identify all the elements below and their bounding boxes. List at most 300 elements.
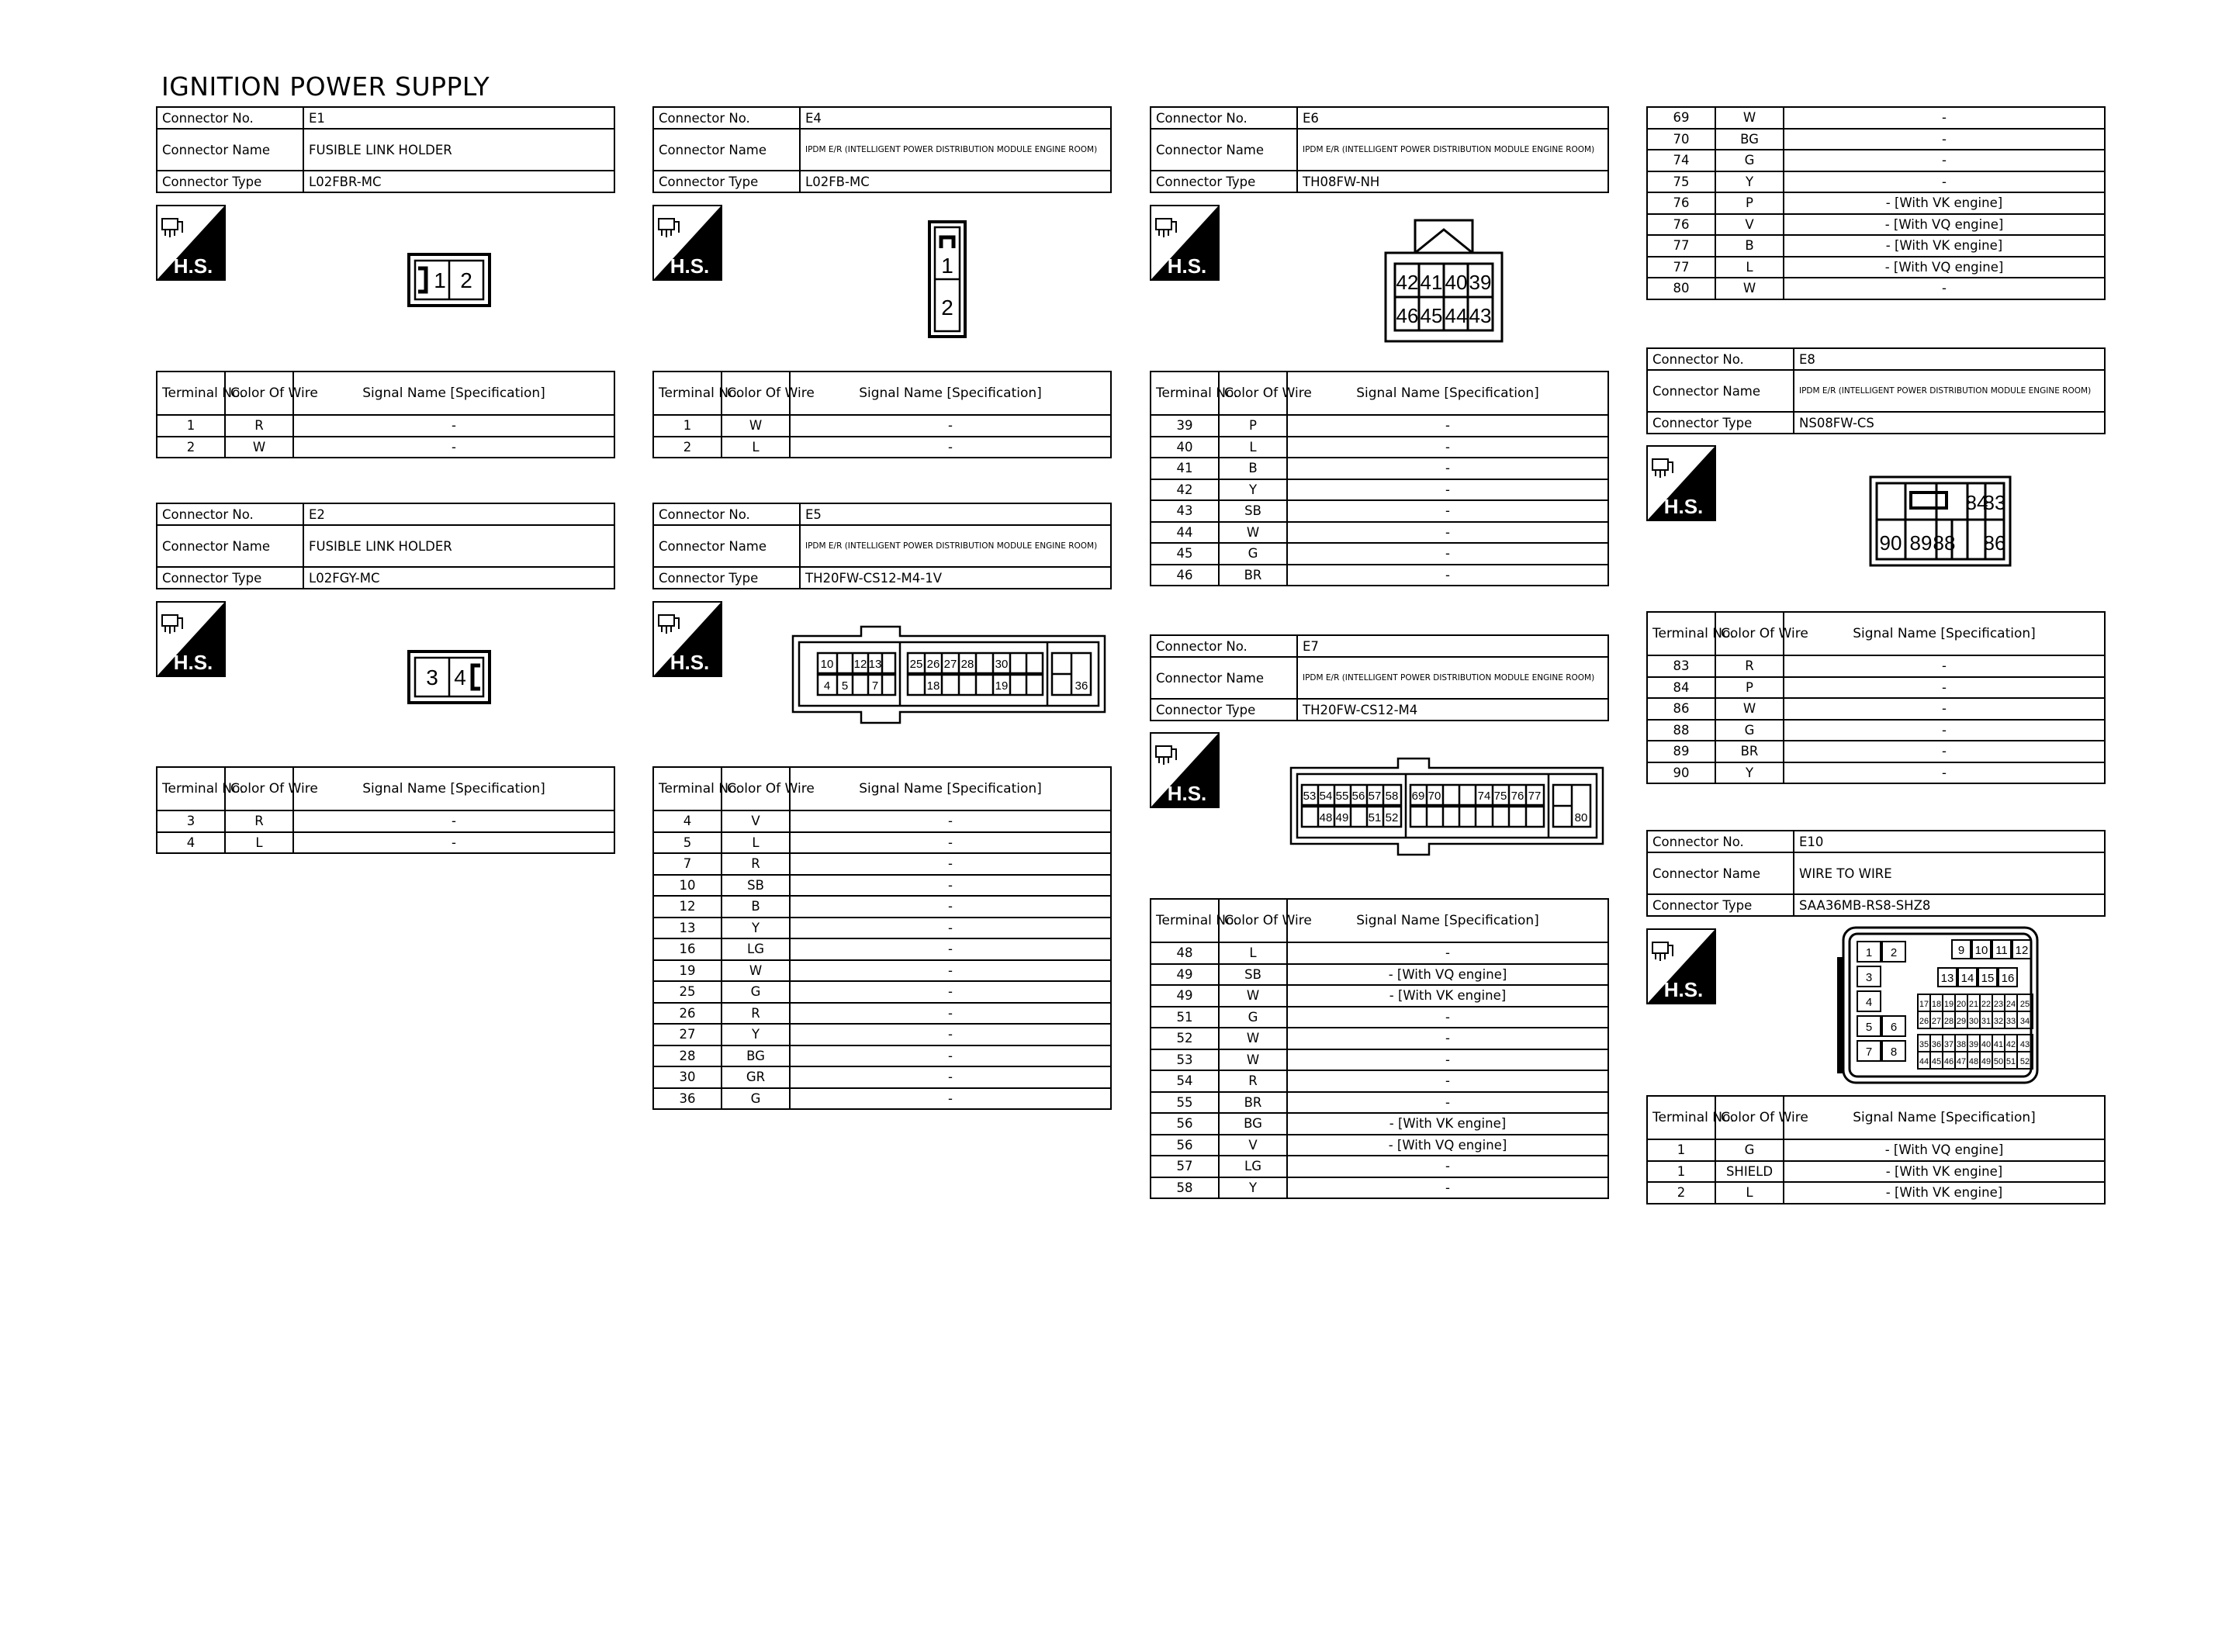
table-row bbox=[1647, 235, 2105, 257]
table-cell: GR bbox=[722, 1066, 790, 1088]
table-cell: R bbox=[1219, 1070, 1287, 1092]
connector-name-label: Connector Name bbox=[1647, 370, 1794, 412]
table-row bbox=[1647, 257, 2105, 278]
connector-name-label: Connector Name bbox=[1647, 852, 1794, 894]
harness-side-icon bbox=[157, 206, 224, 279]
pin-label: 74 bbox=[1477, 790, 1491, 803]
table-row bbox=[653, 875, 1111, 897]
table-cell: 30 bbox=[653, 1066, 722, 1088]
table-cell: L bbox=[722, 437, 790, 458]
connector-no-value: E8 bbox=[1794, 348, 2105, 370]
pin-label: 38 bbox=[1956, 1040, 1967, 1049]
signal-name-header: Signal Name [Specification] bbox=[293, 372, 614, 415]
table-row bbox=[1647, 150, 2105, 171]
pin-label: 49 bbox=[1981, 1057, 1992, 1066]
pin-label: 31 bbox=[1981, 1017, 1992, 1026]
table-row bbox=[653, 1066, 1111, 1088]
table-row bbox=[653, 938, 1111, 960]
connector-type-value: TH20FW-CS12-M4-1V bbox=[800, 567, 1111, 589]
table-cell: 1 bbox=[1647, 1161, 1715, 1183]
pin-label: 36 bbox=[1931, 1040, 1942, 1049]
pin-label: 22 bbox=[1981, 1000, 1992, 1009]
table-cell: 77 bbox=[1647, 257, 1715, 278]
table-cell: Y bbox=[1715, 762, 1784, 784]
table-row bbox=[1151, 1177, 1608, 1199]
table-cell: - bbox=[1784, 655, 2105, 677]
pin-label: 9 bbox=[1957, 944, 1965, 957]
connector-e8-diagram bbox=[1869, 475, 2012, 567]
pin-label: 2 bbox=[460, 268, 472, 292]
pin-label: 54 bbox=[1319, 790, 1333, 803]
table-cell: - bbox=[790, 981, 1111, 1003]
table-cell: BR bbox=[1219, 1092, 1287, 1114]
table-cell: - bbox=[790, 437, 1111, 458]
table-row bbox=[1151, 1070, 1608, 1092]
table-row bbox=[1647, 1139, 2105, 1161]
pin-label: 37 bbox=[1943, 1040, 1954, 1049]
pin-label: 52 bbox=[1385, 811, 1399, 824]
table-row bbox=[1647, 278, 2105, 299]
table-cell: - bbox=[790, 832, 1111, 854]
pin-label: 58 bbox=[1385, 790, 1399, 803]
pin-label: 43 bbox=[1469, 304, 1492, 327]
connector-type-label: Connector Type bbox=[653, 567, 800, 589]
connector-e7-diagram bbox=[1289, 757, 1604, 856]
harness-side-icon bbox=[1151, 206, 1218, 279]
table-row bbox=[157, 832, 614, 854]
connector-no-value: E6 bbox=[1297, 107, 1608, 129]
connector-type-value: L02FGY-MC bbox=[303, 567, 614, 589]
hs-icon bbox=[1150, 732, 1220, 808]
table-cell: W bbox=[1715, 107, 1784, 129]
hs-icon bbox=[1150, 205, 1220, 281]
table-cell: - bbox=[1287, 500, 1608, 522]
connector-e2-info bbox=[156, 503, 615, 589]
table-cell: 49 bbox=[1151, 964, 1219, 986]
pin-label: 6 bbox=[1890, 1021, 1898, 1034]
connector-e4-diagram bbox=[928, 220, 968, 340]
connector-e6-diagram bbox=[1384, 217, 1505, 344]
table-cell: 69 bbox=[1647, 107, 1715, 129]
table-cell: - bbox=[1287, 942, 1608, 964]
pin-label: 45 bbox=[1931, 1057, 1942, 1066]
table-row bbox=[653, 918, 1111, 939]
table-cell: P bbox=[1715, 677, 1784, 699]
connector-no-value: E5 bbox=[800, 503, 1111, 525]
pin-label: 86 bbox=[1983, 531, 2006, 555]
table-cell: 28 bbox=[653, 1045, 722, 1067]
pin-label: 34 bbox=[2019, 1017, 2030, 1026]
table-cell: 2 bbox=[157, 437, 225, 458]
connector-e6-info bbox=[1150, 106, 1609, 193]
table-cell: - bbox=[1784, 698, 2105, 720]
pin-label: 12 bbox=[853, 658, 867, 671]
table-cell: V bbox=[1715, 214, 1784, 236]
table-cell: - bbox=[293, 832, 614, 854]
connector-e5-diagram bbox=[791, 625, 1106, 724]
pin-label: 50 bbox=[1993, 1057, 2004, 1066]
table-cell: - bbox=[790, 1003, 1111, 1025]
pin-label: 11 bbox=[1995, 944, 2008, 957]
pin-label: 57 bbox=[1368, 790, 1382, 803]
table-cell: R bbox=[722, 853, 790, 875]
table-cell: - bbox=[1287, 543, 1608, 565]
table-row bbox=[1151, 942, 1608, 964]
terminal-no-header: Terminal No. bbox=[1647, 612, 1715, 655]
color-of-wire-header: Color Of Wire bbox=[225, 372, 293, 415]
pin-label: 3 bbox=[1865, 971, 1873, 984]
signal-name-header: Signal Name [Specification] bbox=[293, 767, 614, 810]
connector-name-value: IPDM E/R (INTELLIGENT POWER DISTRIBUTION MODULE ENGINE ROOM) bbox=[800, 129, 1111, 171]
table-row bbox=[1647, 129, 2105, 150]
table-cell: B bbox=[722, 896, 790, 918]
table-cell: V bbox=[722, 810, 790, 832]
pin-label: 52 bbox=[2019, 1057, 2030, 1066]
table-cell: SB bbox=[1219, 500, 1287, 522]
pin-label: 77 bbox=[1528, 790, 1542, 803]
table-cell: - bbox=[1784, 107, 2105, 129]
connector-e10-diagram bbox=[1837, 926, 2040, 1084]
connector-type-label: Connector Type bbox=[157, 171, 303, 192]
hs-icon bbox=[652, 205, 722, 281]
pin-label: 49 bbox=[1335, 811, 1349, 824]
color-of-wire-header: Color Of Wire bbox=[1219, 899, 1287, 942]
table-cell: G bbox=[1219, 1007, 1287, 1028]
table-cell: - [With VK engine] bbox=[1287, 1113, 1608, 1135]
pin-label: 56 bbox=[1351, 790, 1365, 803]
table-cell: - bbox=[1784, 171, 2105, 193]
pin-label: 30 bbox=[1968, 1017, 1979, 1026]
connector-type-label: Connector Type bbox=[1647, 894, 1794, 916]
pin-label: 36 bbox=[1075, 679, 1088, 693]
connector-type-label: Connector Type bbox=[1151, 171, 1297, 192]
table-cell: 10 bbox=[653, 875, 722, 897]
pin-label: 80 bbox=[1574, 811, 1588, 824]
table-cell: 56 bbox=[1151, 1113, 1219, 1135]
table-row bbox=[653, 853, 1111, 875]
table-cell: - bbox=[1784, 762, 2105, 784]
pin-label: 7 bbox=[1865, 1045, 1873, 1059]
table-row bbox=[653, 960, 1111, 982]
table-cell: - bbox=[1784, 741, 2105, 762]
connector-e4-info bbox=[652, 106, 1112, 193]
connector-name-label: Connector Name bbox=[653, 525, 800, 567]
terminal-no-header: Terminal No. bbox=[157, 767, 225, 810]
pin-label: 13 bbox=[868, 658, 882, 671]
table-cell: P bbox=[1219, 415, 1287, 437]
pin-label: 14 bbox=[1960, 972, 1974, 985]
table-cell: 12 bbox=[653, 896, 722, 918]
table-cell: 3 bbox=[157, 810, 225, 832]
table-cell: - bbox=[790, 918, 1111, 939]
table-cell: - bbox=[1784, 278, 2105, 299]
terminal-no-header: Terminal No. bbox=[653, 767, 722, 810]
table-cell: - bbox=[1287, 1049, 1608, 1071]
table-cell: 49 bbox=[1151, 985, 1219, 1007]
table-cell: L bbox=[225, 832, 293, 854]
table-cell: SB bbox=[1219, 964, 1287, 986]
connector-no-label: Connector No. bbox=[1647, 831, 1794, 852]
table-row bbox=[1151, 479, 1608, 501]
table-cell: B bbox=[1715, 235, 1784, 257]
table-cell: L bbox=[722, 832, 790, 854]
table-cell: - bbox=[790, 853, 1111, 875]
pin-label: 26 bbox=[926, 658, 940, 671]
terminal-no-header: Terminal No. bbox=[157, 372, 225, 415]
harness-side-icon bbox=[654, 603, 721, 676]
connector-type-value: TH08FW-NH bbox=[1297, 171, 1608, 192]
table-cell: BG bbox=[1219, 1113, 1287, 1135]
terminal-no-header: Terminal No. bbox=[1647, 1096, 1715, 1139]
connector-type-label: Connector Type bbox=[1647, 412, 1794, 434]
table-cell: 88 bbox=[1647, 720, 1715, 741]
connector-name-value: IPDM E/R (INTELLIGENT POWER DISTRIBUTION MODULE ENGINE ROOM) bbox=[800, 525, 1111, 567]
table-row bbox=[653, 896, 1111, 918]
table-cell: G bbox=[722, 1088, 790, 1110]
table-cell: Y bbox=[1219, 479, 1287, 501]
table-cell: LG bbox=[722, 938, 790, 960]
connector-no-value: E2 bbox=[303, 503, 614, 525]
connector-e2-diagram bbox=[407, 650, 493, 704]
connector-e7-info bbox=[1150, 634, 1609, 721]
connector-name-value: FUSIBLE LINK HOLDER bbox=[303, 129, 614, 171]
table-cell: - bbox=[1287, 565, 1608, 586]
table-row bbox=[653, 1003, 1111, 1025]
connector-e10-info bbox=[1646, 830, 2106, 917]
table-row bbox=[1151, 985, 1608, 1007]
table-cell: G bbox=[722, 981, 790, 1003]
color-of-wire-header: Color Of Wire bbox=[722, 372, 790, 415]
table-cell: - bbox=[293, 437, 614, 458]
table-cell: 39 bbox=[1151, 415, 1219, 437]
table-cell: W bbox=[1219, 1049, 1287, 1071]
pin-label: 39 bbox=[1968, 1040, 1979, 1049]
table-cell: 2 bbox=[1647, 1182, 1715, 1204]
pin-label: 20 bbox=[1956, 1000, 1967, 1009]
table-cell: BG bbox=[1715, 129, 1784, 150]
connector-name-label: Connector Name bbox=[653, 129, 800, 171]
table-cell: - [With VK engine] bbox=[1784, 1182, 2105, 1204]
table-cell: SHIELD bbox=[1715, 1161, 1784, 1183]
table-cell: 80 bbox=[1647, 278, 1715, 299]
table-cell: 77 bbox=[1647, 235, 1715, 257]
table-row bbox=[1151, 1156, 1608, 1177]
connector-no-value: E7 bbox=[1297, 635, 1608, 657]
connector-name-label: Connector Name bbox=[157, 525, 303, 567]
table-cell: 44 bbox=[1151, 522, 1219, 544]
table-cell: 57 bbox=[1151, 1156, 1219, 1177]
table-row bbox=[653, 981, 1111, 1003]
connector-no-label: Connector No. bbox=[653, 503, 800, 525]
table-cell: 56 bbox=[1151, 1135, 1219, 1156]
table-cell: - [With VK engine] bbox=[1784, 192, 2105, 214]
pin-label: 90 bbox=[1879, 531, 1902, 555]
table-row bbox=[1151, 543, 1608, 565]
table-row bbox=[653, 437, 1111, 458]
color-of-wire-header: Color Of Wire bbox=[1219, 372, 1287, 415]
connector-e6-terminals bbox=[1150, 371, 1609, 586]
pin-label: 40 bbox=[1445, 271, 1468, 294]
table-cell: W bbox=[1219, 985, 1287, 1007]
table-cell: 84 bbox=[1647, 677, 1715, 699]
table-row bbox=[1151, 522, 1608, 544]
pin-label: 19 bbox=[1943, 1000, 1954, 1009]
table-cell: - bbox=[1287, 1156, 1608, 1177]
connector-e4-terminals bbox=[652, 371, 1112, 458]
table-row bbox=[1647, 677, 2105, 699]
table-row bbox=[157, 810, 614, 832]
connector-type-value: L02FBR-MC bbox=[303, 171, 614, 192]
pin-label: 32 bbox=[1993, 1017, 2004, 1026]
table-cell: G bbox=[1219, 543, 1287, 565]
table-cell: 2 bbox=[653, 437, 722, 458]
table-cell: 4 bbox=[157, 832, 225, 854]
signal-name-header: Signal Name [Specification] bbox=[1784, 1096, 2105, 1139]
table-cell: - bbox=[1287, 437, 1608, 458]
table-cell: 27 bbox=[653, 1024, 722, 1045]
pin-label: 46 bbox=[1943, 1057, 1954, 1066]
harness-side-icon bbox=[157, 603, 224, 676]
table-row bbox=[1647, 171, 2105, 193]
pin-label: 29 bbox=[1956, 1017, 1967, 1026]
table-cell: 86 bbox=[1647, 698, 1715, 720]
pin-label: 4 bbox=[454, 665, 466, 689]
table-row bbox=[1151, 1007, 1608, 1028]
table-row bbox=[1647, 1182, 2105, 1204]
table-cell: 74 bbox=[1647, 150, 1715, 171]
table-cell: R bbox=[722, 1003, 790, 1025]
color-of-wire-header: Color Of Wire bbox=[722, 767, 790, 810]
hs-label: H.S. bbox=[173, 254, 213, 278]
connector-type-label: Connector Type bbox=[157, 567, 303, 589]
connector-name-label: Connector Name bbox=[1151, 657, 1297, 699]
table-row bbox=[653, 832, 1111, 854]
table-cell: 7 bbox=[653, 853, 722, 875]
pin-label: 27 bbox=[943, 658, 957, 671]
harness-side-icon bbox=[1648, 930, 1715, 1003]
pin-label: 25 bbox=[909, 658, 923, 671]
pin-label: 10 bbox=[820, 658, 834, 671]
pin-label: 44 bbox=[1919, 1057, 1929, 1066]
connector-e8-terminals bbox=[1646, 611, 2106, 784]
pin-label: 2 bbox=[941, 295, 953, 320]
pin-label: 44 bbox=[1445, 304, 1468, 327]
table-cell: - [With VQ engine] bbox=[1784, 214, 2105, 236]
pin-label: 41 bbox=[1420, 271, 1443, 294]
table-cell: SB bbox=[722, 875, 790, 897]
pin-label: 17 bbox=[1919, 1000, 1929, 1009]
connector-e1-info bbox=[156, 106, 615, 193]
table-cell: 41 bbox=[1151, 458, 1219, 479]
table-row bbox=[1151, 1092, 1608, 1114]
pin-label: 1 bbox=[434, 268, 446, 292]
pin-label: 70 bbox=[1427, 790, 1441, 803]
connector-type-value: NS08FW-CS bbox=[1794, 412, 2105, 434]
table-cell: 55 bbox=[1151, 1092, 1219, 1114]
table-cell: L bbox=[1219, 437, 1287, 458]
table-cell: 90 bbox=[1647, 762, 1715, 784]
pin-label: 84 bbox=[1965, 491, 1988, 514]
pin-label: 16 bbox=[2001, 972, 2015, 985]
table-row bbox=[1151, 565, 1608, 586]
table-cell: Y bbox=[722, 918, 790, 939]
table-row bbox=[653, 1045, 1111, 1067]
table-cell: - bbox=[790, 896, 1111, 918]
table-row bbox=[1151, 437, 1608, 458]
table-cell: 26 bbox=[653, 1003, 722, 1025]
signal-name-header: Signal Name [Specification] bbox=[1287, 899, 1608, 942]
table-cell: 51 bbox=[1151, 1007, 1219, 1028]
table-cell: - bbox=[790, 938, 1111, 960]
pin-label: 48 bbox=[1319, 811, 1333, 824]
table-cell: W bbox=[722, 415, 790, 437]
pin-label: 51 bbox=[2005, 1057, 2016, 1066]
pin-label: 53 bbox=[1303, 790, 1317, 803]
table-cell: - [With VK engine] bbox=[1784, 1161, 2105, 1183]
pin-label: 48 bbox=[1968, 1057, 1979, 1066]
table-cell: - [With VQ engine] bbox=[1784, 257, 2105, 278]
table-cell: - [With VQ engine] bbox=[1287, 964, 1608, 986]
pin-label: 23 bbox=[1993, 1000, 2004, 1009]
table-cell: W bbox=[1715, 698, 1784, 720]
table-cell: 48 bbox=[1151, 942, 1219, 964]
pin-label: 45 bbox=[1420, 304, 1443, 327]
hs-label: H.S. bbox=[670, 254, 710, 278]
connector-no-label: Connector No. bbox=[1151, 107, 1297, 129]
table-cell: 46 bbox=[1151, 565, 1219, 586]
table-cell: 83 bbox=[1647, 655, 1715, 677]
table-cell: R bbox=[225, 810, 293, 832]
pin-label: 89 bbox=[1909, 531, 1933, 555]
terminal-no-header: Terminal No. bbox=[1151, 899, 1219, 942]
pin-label: 1 bbox=[941, 254, 953, 278]
pin-label: 51 bbox=[1368, 811, 1382, 824]
table-cell: W bbox=[1219, 522, 1287, 544]
pin-label: 33 bbox=[2005, 1017, 2016, 1026]
pin-label: 4 bbox=[823, 679, 831, 693]
pin-label: 41 bbox=[1993, 1040, 2004, 1049]
connector-type-label: Connector Type bbox=[1151, 699, 1297, 721]
table-row bbox=[1647, 214, 2105, 236]
pin-label: 69 bbox=[1411, 790, 1425, 803]
table-cell: LG bbox=[1219, 1156, 1287, 1177]
signal-name-header: Signal Name [Specification] bbox=[1287, 372, 1608, 415]
table-cell: - bbox=[790, 415, 1111, 437]
table-cell: G bbox=[1715, 150, 1784, 171]
table-cell: - [With VQ engine] bbox=[1784, 1139, 2105, 1161]
pin-label: 40 bbox=[1981, 1040, 1992, 1049]
hs-label: H.S. bbox=[1167, 782, 1207, 805]
pin-label: 27 bbox=[1931, 1017, 1942, 1026]
table-cell: Y bbox=[1219, 1177, 1287, 1199]
pin-label: 1 bbox=[1865, 946, 1873, 959]
table-cell: 1 bbox=[653, 415, 722, 437]
table-cell: 70 bbox=[1647, 129, 1715, 150]
color-of-wire-header: Color Of Wire bbox=[1715, 612, 1784, 655]
table-row bbox=[1647, 192, 2105, 214]
pin-label: 3 bbox=[426, 665, 438, 689]
connector-name-label: Connector Name bbox=[1151, 129, 1297, 171]
table-row bbox=[1151, 1113, 1608, 1135]
table-row bbox=[1647, 1161, 2105, 1183]
table-cell: 1 bbox=[157, 415, 225, 437]
connector-name-value: WIRE TO WIRE bbox=[1794, 852, 2105, 894]
table-cell: P bbox=[1715, 192, 1784, 214]
pin-label: 21 bbox=[1968, 1000, 1979, 1009]
table-cell: V bbox=[1219, 1135, 1287, 1156]
table-cell: B bbox=[1219, 458, 1287, 479]
table-cell: - bbox=[1784, 720, 2105, 741]
